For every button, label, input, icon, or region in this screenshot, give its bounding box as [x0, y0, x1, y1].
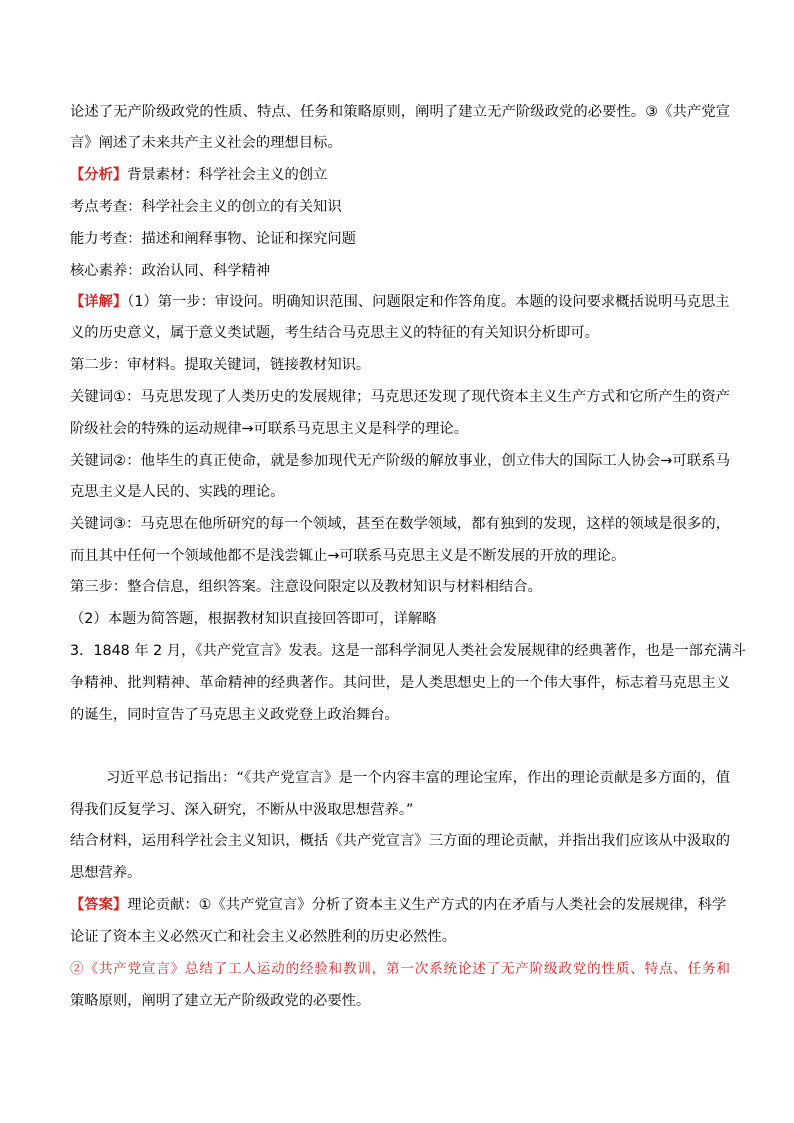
keyword2-line: 关键词②：他毕生的真正使命，就是参加现代无产阶级的解放事业，创立伟大的国际工人协会→可联系马 [70, 453, 730, 469]
text-line: 论述了无产阶级政党的性质、特点、任务和策略原则，阐明了建立无产阶级政党的必要性。③《共产党宣 [70, 104, 730, 120]
answer-line: 策略原则，阐明了建立无产阶级政党的必要性。 [70, 993, 371, 1009]
step2-text: 第二步：审材料。提取关键词，链接教材知识。 [70, 357, 371, 373]
answer-line: 论证了资本主义必然灭亡和社会主义必然胜利的历史必然性。 [70, 929, 457, 945]
detail-tag: 【详解】 [70, 294, 128, 310]
question-ask: 思想营养。 [70, 865, 142, 881]
keyword2-line: 克思主义是人民的、实践的理论。 [70, 484, 285, 500]
part2-text: （2）本题为简答题，根据教材知识直接回答即可，详解略 [70, 611, 437, 627]
answer-tag: 【答案】 [70, 897, 128, 913]
detail-line: 义的历史意义，属于意义类试题，考生结合马克思主义的特征的有关知识分析即可。 [70, 325, 599, 341]
answer-line [70, 895, 726, 915]
detail-line [70, 292, 730, 312]
analysis-text: 背景素材：科学社会主义的创立 [127, 167, 328, 183]
analysis-tag: 【分析】 [70, 167, 128, 183]
keyword3-line: 而且其中任何一个领域他都不是浅尝辄止→可联系马克思主义是不断发展的开放的理论。 [70, 548, 626, 564]
keyword1-line: 阶级社会的特殊的运动规律→可联系马克思主义是科学的理论。 [70, 421, 468, 437]
keyword1-line: 关键词①：马克思发现了人类历史的发展规律；马克思还发现了现代资本主义生产方式和它所产生的资产 [70, 389, 730, 405]
question-ask: 结合材料，运用科学社会主义知识，概括《共产党宣言》三方面的理论贡献，并指出我们应该从中汲取的 [70, 833, 730, 849]
analysis-line [70, 165, 327, 185]
detail-text: （1）第一步：审设问。明确知识范围、问题限定和作答角度。本题的设问要求概括说明马克思主 [127, 294, 730, 310]
literacy-text: 核心素养：政治认同、科学精神 [70, 263, 271, 279]
answer-line: ②《共产党宣言》总结了工人运动的经验和教训，第一次系统论述了无产阶级政党的性质、特点、任务和 [70, 961, 730, 977]
step3-text: 第三步：整合信息，组织答案。注意设问限定以及教材知识与材料相结合。 [70, 579, 542, 595]
question-line: 争精神、批判精神、革命精神的经典著作。其问世，是人类思想史上的一个伟大事件，标志着马克思主义 [70, 675, 730, 691]
quote-line: 习近平总书记指出：“《共产党宣言》是一个内容丰富的理论宝库，作出的理论贡献是多方面的，值 [106, 770, 730, 786]
text-line: 言》阐述了未来共产主义社会的理想目标。 [70, 135, 342, 151]
quote-line: 得我们反复学习、深入研究，不断从中汲取思想营养。” [70, 802, 414, 818]
question-line: 3．1848 年 2 月，《共产党宣言》发表。这是一部科学洞见人类社会发展规律的经典著作，也是一部充满斗 [70, 643, 746, 659]
question-line: 的诞生，同时宣告了马克思主义政党登上政治舞台。 [70, 707, 399, 723]
exam-points: 考点考查：科学社会主义的创立的有关知识 [70, 199, 342, 215]
keyword3-line: 关键词③：马克思在他所研究的每一个领域，甚至在数学领域，都有独到的发现，这样的领域是很多的， [70, 516, 730, 532]
answer-text: 理论贡献：①《共产党宣言》分析了资本主义生产方式的内在矛盾与人类社会的发展规律，科学 [127, 897, 727, 913]
ability-text: 能力考查：描述和阐释事物、论证和探究问题 [70, 231, 356, 247]
